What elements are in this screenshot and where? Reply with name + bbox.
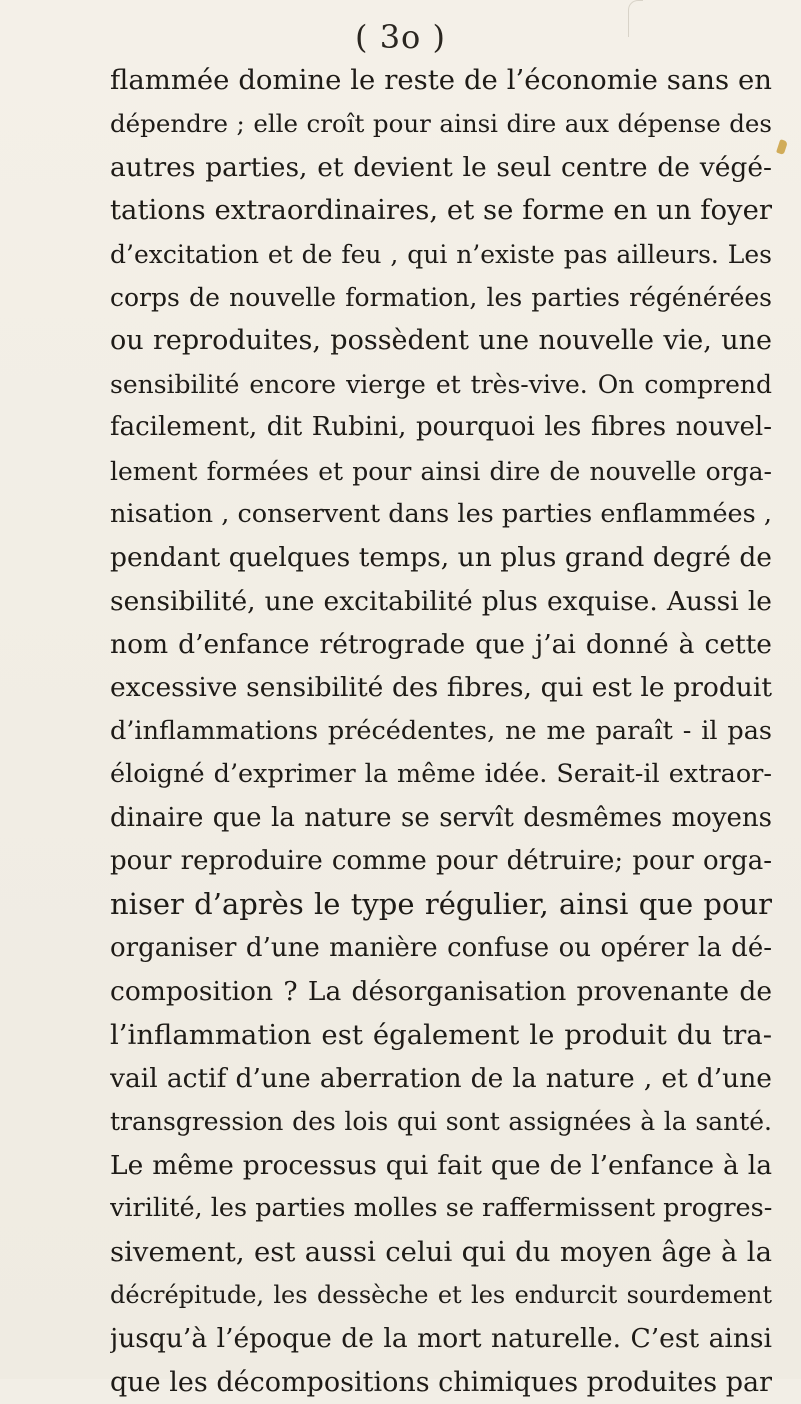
text-line: jusqu’à l’époque de la mort naturelle. C’est ainsi (110, 1323, 772, 1355)
text-line: facilement, dit Rubini, pourquoi les fibres nouvel- (110, 412, 772, 443)
text-line: éloigné d’exprimer la même idée. Serait-il extraor- (110, 759, 772, 790)
body-text (110, 59, 772, 1404)
text-line: sivement, est aussi celui qui du moyen âge à la (110, 1235, 772, 1268)
text-line: d’inflammations précédentes, ne me paraît - il pas (110, 715, 772, 746)
text-line: tations extraordinaires, et se forme en un foyer (110, 194, 772, 227)
text-line: décrépitude, les dessèche et les endurcit sourdement (110, 1280, 772, 1309)
text-line: organiser d’une manière confuse ou opérer la dé- (110, 932, 772, 963)
text-line: l’inflammation est également le produit du tra- (110, 1018, 772, 1051)
text-line: dinaire que la nature se servît desmêmes moyens (110, 802, 772, 833)
text-line: sensibilité encore vierge et très-vive. On comprend (110, 369, 772, 399)
text-line: lement formées et pour ainsi dire de nouvelle orga- (110, 456, 772, 486)
text-line: niser d’après le type régulier, ainsi que pour (110, 887, 772, 922)
text-line: sensibilité, une excitabilité plus exquise. Aussi le (110, 585, 772, 617)
text-line: corps de nouvelle formation, les parties régénérées (110, 282, 772, 312)
text-line: nom d’enfance rétrograde que j’ai donné à cette (110, 629, 772, 661)
text-line: nisation , conservent dans les parties enflammées , (110, 498, 772, 529)
text-line: Le même processus qui fait que de l’enfance à la (110, 1149, 772, 1181)
text-line: ou reproduites, possèdent une nouvelle vie, une (110, 325, 772, 357)
text-line: flammée domine le reste de l’économie sans en (110, 64, 772, 96)
page-number: ( 3o ) (355, 18, 446, 56)
text-line: virilité, les parties molles se raffermissent progres- (110, 1193, 772, 1224)
text-line: excessive sensibilité des fibres, qui est le produit (110, 672, 772, 704)
text-line: composition ? La désorganisation provenante de (110, 976, 772, 1008)
text-line: autres parties, et devient le seul centre de végé- (110, 151, 772, 183)
text-line: dépendre ; elle croît pour ainsi dire aux dépense des (110, 109, 772, 139)
text-line: que les décompositions chimiques produites par (110, 1366, 772, 1398)
text-line: vail actif d’une aberration de la nature , et d’une (110, 1062, 772, 1094)
text-line: pendant quelques temps, un plus grand degré de (110, 542, 772, 574)
ink-speck (776, 139, 788, 155)
text-line: pour reproduire comme pour détruire; pour orga- (110, 846, 772, 877)
text-line: transgression des lois qui sont assignées à la santé. (110, 1107, 772, 1137)
text-line: d’excitation et de feu , qui n’existe pas ailleurs. Les (110, 239, 772, 269)
